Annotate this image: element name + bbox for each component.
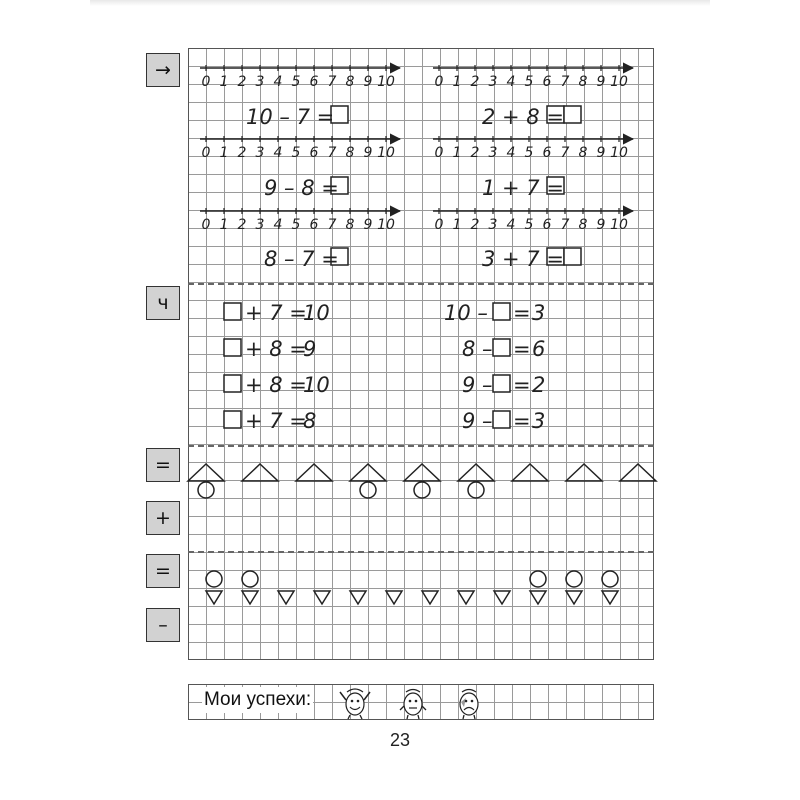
- missing-subtrahend-equals: =: [513, 409, 531, 433]
- triangle-shape: [458, 464, 494, 481]
- number-line-tick-label: 1: [219, 145, 229, 161]
- missing-number-box[interactable]: [493, 303, 510, 320]
- number-line-tick-label: 9: [363, 74, 373, 90]
- down-triangle-shape: [242, 591, 258, 604]
- down-triangle-shape: [602, 591, 618, 604]
- number-line-tick-label: 2: [237, 145, 247, 161]
- missing-subtrahend-equals: =: [513, 301, 531, 325]
- missing-subtrahend-task: 9 –: [462, 373, 493, 397]
- number-line-tick-label: 1: [452, 74, 462, 90]
- circle-shape: [468, 482, 484, 498]
- number-line-task-left: 8 – 7 =: [264, 247, 339, 271]
- number-line-tick-label: 1: [452, 145, 462, 161]
- number-line-tick-label: 0: [434, 217, 444, 233]
- triangle-shape: [188, 464, 224, 481]
- missing-subtrahend-result: 3: [532, 409, 546, 433]
- circle-shape: [530, 571, 546, 587]
- number-line-tick-label: 7: [327, 145, 337, 161]
- number-line-tick-label: 1: [452, 217, 462, 233]
- missing-addend-task: + 7 =: [245, 409, 307, 433]
- number-line-tick-label: 9: [363, 217, 373, 233]
- number-line-tick-label: 3: [488, 217, 498, 233]
- number-line-task-right: 1 + 7 =: [482, 176, 564, 200]
- number-line-tick-label: 5: [524, 145, 534, 161]
- triangle-shape: [620, 464, 656, 481]
- number-line: [200, 65, 400, 90]
- missing-subtrahend-result: 3: [532, 301, 546, 325]
- number-line: [433, 136, 633, 161]
- missing-number-box[interactable]: [493, 339, 510, 356]
- circle-shape: [602, 571, 618, 587]
- down-triangle-shape: [350, 591, 366, 604]
- number-line-tick-label: 2: [237, 74, 247, 90]
- number-line: [433, 208, 633, 233]
- circle-shape: [566, 571, 582, 587]
- number-line-tick-label: 5: [524, 74, 534, 90]
- down-triangle-shape: [566, 591, 582, 604]
- number-line-tick-label: 4: [273, 217, 283, 233]
- number-line-tick-label: 2: [470, 145, 480, 161]
- circle-shape: [198, 482, 214, 498]
- triangle-shape: [566, 464, 602, 481]
- number-line-tick-label: 5: [524, 217, 534, 233]
- missing-addend-result: 10: [303, 301, 330, 325]
- circle-shape: [242, 571, 258, 587]
- triangle-shape: [242, 464, 278, 481]
- down-triangle-shape: [386, 591, 402, 604]
- number-line-tick-label: 0: [434, 74, 444, 90]
- number-line-tick-label: 2: [470, 74, 480, 90]
- number-line: [200, 208, 400, 233]
- number-line-tick-label: 10: [610, 145, 628, 161]
- number-line-tick-label: 1: [219, 217, 229, 233]
- number-line-tick-label: 5: [291, 145, 301, 161]
- number-line-tick-label: 2: [470, 217, 480, 233]
- page-number: 23: [389, 730, 411, 750]
- circle-shape: [206, 571, 222, 587]
- number-line-tick-label: 7: [327, 217, 337, 233]
- number-line-task-right: 3 + 7 =: [482, 247, 564, 271]
- number-line-task-left: 10 – 7 =: [246, 105, 335, 129]
- number-line-tick-label: 9: [363, 145, 373, 161]
- missing-number-box[interactable]: [224, 303, 241, 320]
- number-line-tick-label: 7: [327, 74, 337, 90]
- down-triangle-shape: [422, 591, 438, 604]
- number-line-task-right: 2 + 8 =: [482, 105, 564, 129]
- missing-subtrahend-result: 6: [532, 337, 546, 361]
- missing-addend-result: 9: [303, 337, 317, 361]
- number-line-tick-label: 3: [488, 145, 498, 161]
- achievements-label: Мои успехи:: [202, 687, 313, 713]
- missing-subtrahend-result: 2: [532, 373, 546, 397]
- number-line-tick-label: 5: [291, 217, 301, 233]
- neutral-kid-icon: [396, 686, 430, 720]
- missing-number-box[interactable]: [224, 375, 241, 392]
- number-line-tick-label: 7: [560, 145, 570, 161]
- number-line-tick-label: 5: [291, 74, 301, 90]
- missing-subtrahend-equals: =: [513, 373, 531, 397]
- number-line-tick-label: 7: [560, 217, 570, 233]
- missing-subtrahend-task: 10 –: [444, 301, 488, 325]
- number-line-tick-label: 0: [201, 145, 211, 161]
- triangle-shape: [296, 464, 332, 481]
- number-line-tick-label: 6: [542, 74, 552, 90]
- number-line-tick-label: 10: [377, 145, 395, 161]
- missing-number-box[interactable]: [224, 411, 241, 428]
- equals-icon: =: [146, 448, 180, 482]
- missing-number-box[interactable]: [493, 411, 510, 428]
- minus-icon: –: [146, 608, 180, 642]
- number-line-tick-label: 0: [201, 217, 211, 233]
- number-line-tick-label: 6: [542, 145, 552, 161]
- missing-number-box[interactable]: [224, 339, 241, 356]
- circle-shape: [360, 482, 376, 498]
- plus-icon: +: [146, 501, 180, 535]
- answer-box[interactable]: [564, 248, 581, 265]
- down-triangle-shape: [314, 591, 330, 604]
- number-line: [200, 136, 400, 161]
- triangle-shape: [350, 464, 386, 481]
- number-line-tick-label: 4: [506, 217, 516, 233]
- missing-addend-task: + 7 =: [245, 301, 307, 325]
- missing-addend-task: + 8 =: [245, 373, 307, 397]
- number-line-tick-label: 6: [309, 145, 319, 161]
- triangle-shape: [404, 464, 440, 481]
- number-line-tick-label: 0: [201, 74, 211, 90]
- down-triangle-shape: [458, 591, 474, 604]
- number-line-tick-label: 0: [434, 145, 444, 161]
- missing-addend-task: + 8 =: [245, 337, 307, 361]
- number-line-tick-label: 1: [219, 74, 229, 90]
- missing-subtrahend-task: 9 –: [462, 409, 493, 433]
- number-line-tick-label: 4: [506, 145, 516, 161]
- number-line-tick-label: 10: [610, 217, 628, 233]
- number-line-tick-label: 8: [578, 217, 588, 233]
- number-line: [433, 65, 633, 90]
- number-line-tick-label: 6: [309, 217, 319, 233]
- number-line-tick-label: 8: [345, 145, 355, 161]
- down-triangle-shape: [530, 591, 546, 604]
- happy-kid-icon: [338, 686, 372, 720]
- number-line-tick-label: 3: [255, 74, 265, 90]
- missing-addend-result: 10: [303, 373, 330, 397]
- sad-kid-icon: [452, 686, 486, 720]
- number-line-tick-label: 8: [578, 74, 588, 90]
- number-line-tick-label: 3: [255, 145, 265, 161]
- number-line-tick-label: 10: [610, 74, 628, 90]
- number-line-tick-label: 8: [578, 145, 588, 161]
- missing-number-box[interactable]: [493, 375, 510, 392]
- number-line-tick-label: 4: [273, 145, 283, 161]
- down-triangle-shape: [206, 591, 222, 604]
- missing-subtrahend-equals: =: [513, 337, 531, 361]
- number-line-tick-label: 4: [273, 74, 283, 90]
- triangle-shape: [512, 464, 548, 481]
- letter-ch-icon: ч: [146, 286, 180, 320]
- number-line-tick-label: 8: [345, 217, 355, 233]
- missing-addend-result: 8: [303, 409, 317, 433]
- down-triangle-shape: [278, 591, 294, 604]
- number-line-tick-label: 10: [377, 74, 395, 90]
- number-line-tick-label: 6: [309, 74, 319, 90]
- number-line-task-left: 9 – 8 =: [264, 176, 339, 200]
- down-triangle-shape: [494, 591, 510, 604]
- number-line-arrow-icon: →: [146, 53, 180, 87]
- number-line-tick-label: 9: [596, 74, 606, 90]
- number-line-tick-label: 7: [560, 74, 570, 90]
- number-line-tick-label: 8: [345, 74, 355, 90]
- number-line-tick-label: 2: [237, 217, 247, 233]
- number-line-tick-label: 6: [542, 217, 552, 233]
- answer-box[interactable]: [564, 106, 581, 123]
- number-line-tick-label: 9: [596, 145, 606, 161]
- number-line-tick-label: 9: [596, 217, 606, 233]
- number-line-tick-label: 3: [255, 217, 265, 233]
- circle-shape: [414, 482, 430, 498]
- number-line-tick-label: 10: [377, 217, 395, 233]
- number-line-tick-label: 3: [488, 74, 498, 90]
- missing-subtrahend-task: 8 –: [462, 337, 493, 361]
- number-line-tick-label: 4: [506, 74, 516, 90]
- equals-icon-2: =: [146, 554, 180, 588]
